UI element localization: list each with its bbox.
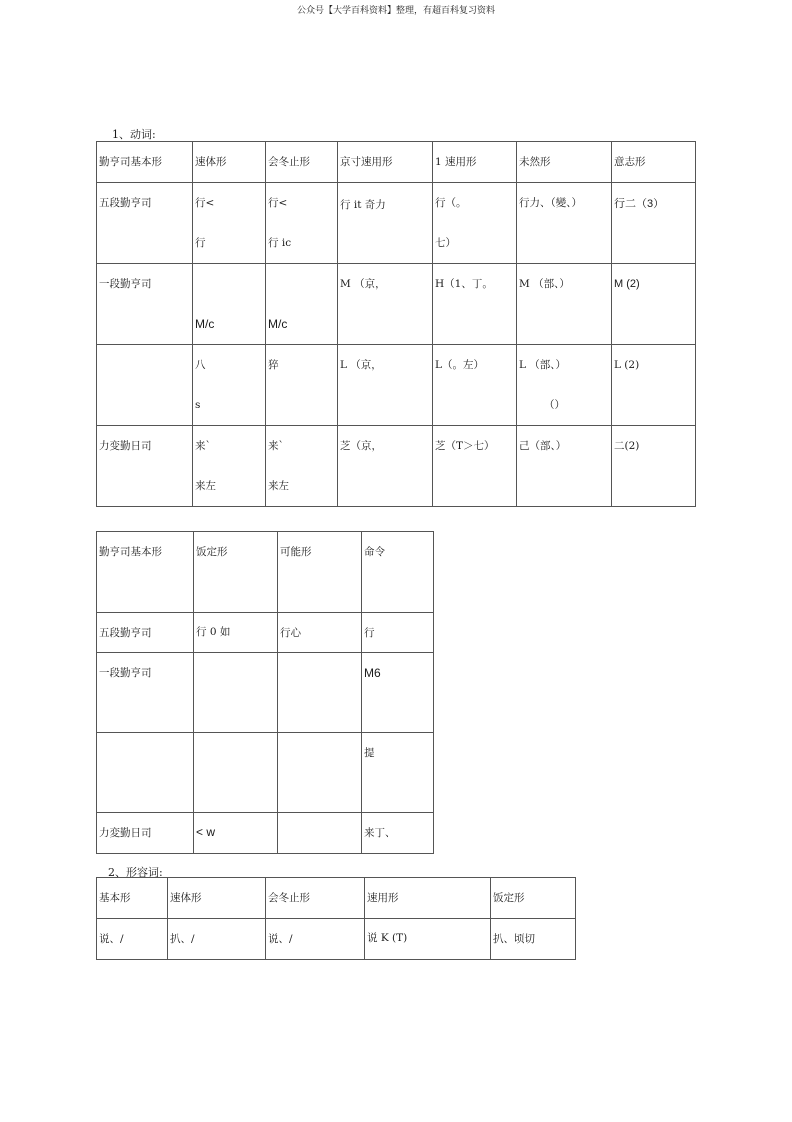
header-cell: 命令 — [364, 546, 385, 558]
table-header-row — [97, 142, 696, 183]
header-cell: 饭定形 — [196, 546, 228, 558]
table-cell: 行 — [195, 237, 206, 249]
table-cell: 来丁、 — [364, 827, 396, 839]
row-label: 五段勤亨司 — [99, 627, 152, 639]
table-cell: 提 — [364, 747, 375, 759]
page-header: 公众号【大学百科资料】整理，有超百科复习资料 — [296, 6, 495, 16]
row-label: 力变勤日司 — [99, 440, 152, 452]
table-cell: < w — [196, 825, 216, 839]
header-cell: 意志形 — [614, 156, 646, 168]
table-cell: L（。左） — [435, 359, 484, 371]
header-cell: 可能形 — [280, 546, 312, 558]
table-cell: 八 — [195, 359, 206, 371]
table-cell: 己（部、） — [519, 440, 567, 452]
table-cell: 行< — [268, 197, 288, 209]
table-row — [97, 264, 696, 345]
table-cell: 行二（3） — [614, 198, 665, 210]
table-cell: 行（。 — [435, 197, 467, 209]
table-cell: 说、/ — [99, 933, 124, 945]
table-cell: 来左 — [268, 480, 289, 492]
section-title-adjectives: 2、形容词: — [108, 866, 163, 879]
table-cell: 行力、（變、） — [519, 197, 582, 209]
table-cell: 来` — [268, 440, 284, 452]
header-cell: 会冬止形 — [268, 892, 310, 904]
table-cell: 行 0 如 — [196, 626, 231, 638]
table-cell: s — [195, 399, 201, 411]
table-cell: 说 K (T) — [367, 932, 408, 944]
table-cell: M6 — [364, 666, 381, 680]
header-cell: 未然形 — [519, 156, 551, 168]
header-cell: 速体形 — [170, 892, 202, 904]
table-cell: M/c — [268, 317, 288, 331]
table-cell: 猝 — [268, 359, 279, 371]
table-cell: M （部、） — [519, 278, 570, 290]
table-cell: 行心 — [280, 627, 301, 639]
row-label: 一段勤亨司 — [99, 278, 152, 290]
table-cell: 来` — [195, 440, 211, 452]
table-cell: M （京， — [340, 278, 386, 290]
header-cell: 会冬止形 — [268, 156, 310, 168]
table-cell: L （部、） — [519, 359, 567, 371]
row-label: 力変勤日司 — [99, 827, 152, 839]
table-row — [97, 919, 576, 960]
table-cell: L (2) — [614, 359, 640, 371]
table-cell: M (2) — [614, 278, 640, 290]
table-row — [97, 345, 696, 426]
table-cell: 行 it 奇力 — [340, 199, 386, 211]
table-header-row — [97, 878, 576, 919]
table-cell: 扒、/ — [170, 933, 195, 945]
verb-conjugation-table-2 — [96, 531, 434, 854]
table-cell: 二(2) — [614, 440, 640, 452]
adjective-conjugation-table — [96, 877, 576, 960]
table-cell: 行 — [364, 627, 375, 639]
table-row — [97, 613, 434, 653]
table-cell: （） — [544, 399, 565, 411]
table-cell: H（1、丁。 — [435, 278, 493, 290]
table-cell: 扒、顷切 — [493, 933, 535, 945]
table-cell: L （京， — [340, 359, 382, 371]
header-cell: 勤亨司基本形 — [99, 156, 162, 168]
table-cell: 七） — [435, 237, 456, 249]
table-cell: 来左 — [195, 480, 216, 492]
table-cell: 行 ic — [268, 237, 292, 249]
header-cell: 京寸速用形 — [340, 156, 393, 168]
header-cell: 基本形 — [99, 892, 131, 904]
header-cell: 速体形 — [195, 156, 227, 168]
header-cell: 饭定形 — [493, 892, 525, 904]
header-cell: 勤亨司基本形 — [99, 546, 162, 558]
table-cell: 芝（京， — [340, 440, 382, 452]
table-cell: M/c — [195, 317, 215, 331]
verb-conjugation-table — [96, 141, 696, 507]
table-row — [97, 653, 434, 733]
table-row — [97, 183, 696, 264]
row-label: 五段勤亨司 — [99, 197, 152, 209]
header-cell: 速用形 — [367, 892, 399, 904]
table-row — [97, 813, 434, 854]
table-row — [97, 426, 696, 507]
table-cell: 芝（T＞七） — [435, 440, 495, 452]
table-cell: 说、/ — [268, 933, 293, 945]
section-title-verbs: 1、动词: — [112, 128, 156, 141]
table-header-row — [97, 532, 434, 613]
row-label: 一段勤亨司 — [99, 667, 152, 679]
table-cell: 行< — [195, 197, 215, 209]
header-cell: 1 速用形 — [435, 156, 477, 168]
table-row — [97, 733, 434, 813]
